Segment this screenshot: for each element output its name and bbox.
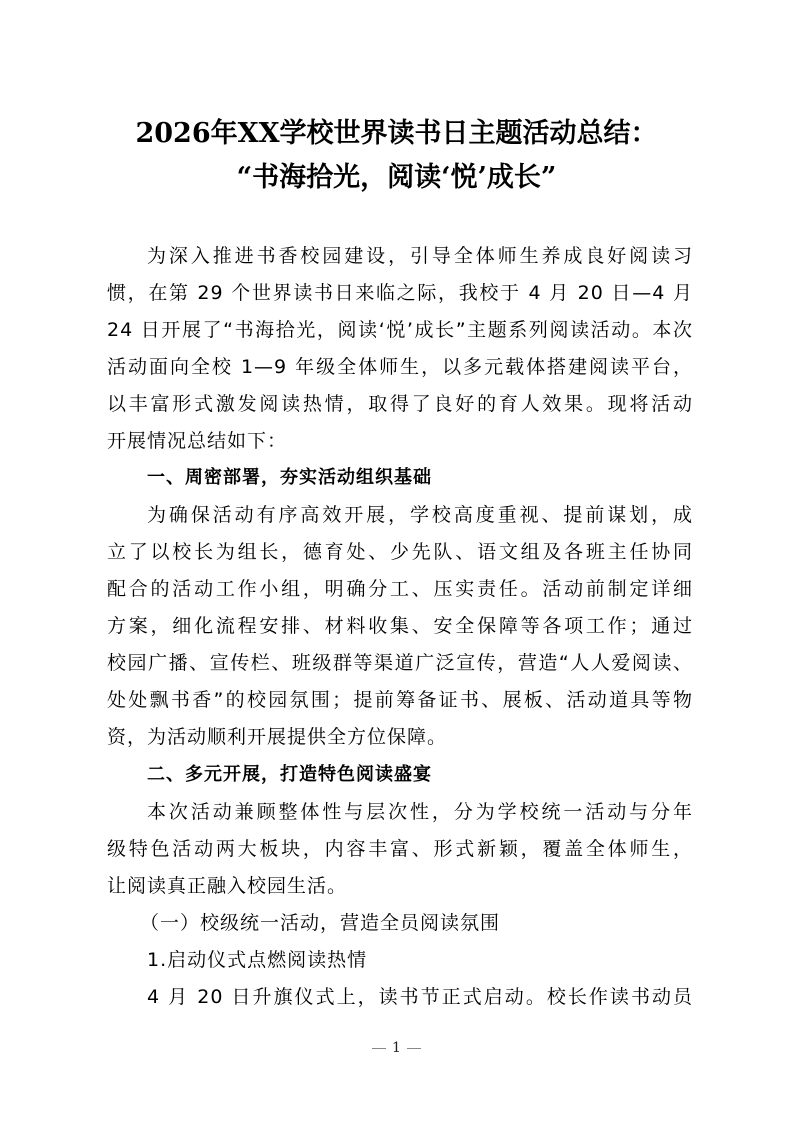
- intro-line-4: 活动面向全校 1—9 年级全体师生，以多元载体搭建阅读平台，: [107, 356, 693, 378]
- section-1-heading: 一、周密部署，夯实活动组织基础: [147, 467, 432, 488]
- intro-line-2: 惯，在第 29 个世界读书日来临之际，我校于 4 月 20 日—4 月: [107, 282, 693, 304]
- item-1-line-1: 4 月 20 日升旗仪式上，读书节正式启动。校长作读书动员: [147, 986, 693, 1008]
- section-1-line-2: 立了以校长为组长，德育处、少先队、语文组及各班主任协同: [107, 541, 693, 563]
- section-1-line-5: 校园广播、宣传栏、班级群等渠道广泛宣传，营造“人人爱阅读、: [107, 652, 693, 674]
- section-1-line-1: 为确保活动有序高效开展，学校高度重视、提前谋划，成: [147, 504, 693, 526]
- section-1-line-3: 配合的活动工作小组，明确分工、压实责任。活动前制定详细: [107, 578, 693, 600]
- page-number-dash-left: [372, 1048, 386, 1049]
- document-title-line-1: 2026年XX学校世界读书日主题活动总结：: [135, 118, 658, 149]
- section-1-line-4: 方案，细化流程安排、材料收集、安全保障等各项工作；通过: [107, 615, 693, 637]
- section-2-line-2: 级特色活动两大板块，内容丰富、形式新颖，覆盖全体师生，: [107, 838, 693, 860]
- document-title-line-2: “书海拾光，阅读‘悦’成长”: [236, 162, 557, 193]
- section-1-line-7: 资，为活动顺利开展提供全方位保障。: [107, 726, 448, 748]
- item-1-title: 1.启动仪式点燃阅读热情: [147, 949, 368, 971]
- page-number-value: 1: [392, 1040, 401, 1056]
- section-2-line-1: 本次活动兼顾整体性与层次性，分为学校统一活动与分年: [147, 801, 693, 823]
- section-2-heading: 二、多元开展，打造特色阅读盛宴: [147, 764, 432, 785]
- intro-line-3: 24 日开展了“书海拾光，阅读‘悦’成长”主题系列阅读活动。本次: [107, 319, 693, 341]
- section-1-line-6: 处处飘书香”的校园氛围；提前筹备证书、展板、活动道具等物: [107, 689, 693, 711]
- page-number: [0, 1038, 793, 1058]
- subsection-1-heading: （一）校级统一活动，营造全员阅读氛围: [140, 912, 501, 934]
- intro-line-1: 为深入推进书香校园建设，引导全体师生养成良好阅读习: [147, 245, 693, 267]
- intro-line-6: 开展情况总结如下：: [107, 430, 288, 452]
- page-number-dash-right: [407, 1048, 421, 1049]
- section-2-line-3: 让阅读真正融入校园生活。: [107, 875, 348, 897]
- intro-line-5: 以丰富形式激发阅读热情，取得了良好的育人效果。现将活动: [107, 393, 693, 415]
